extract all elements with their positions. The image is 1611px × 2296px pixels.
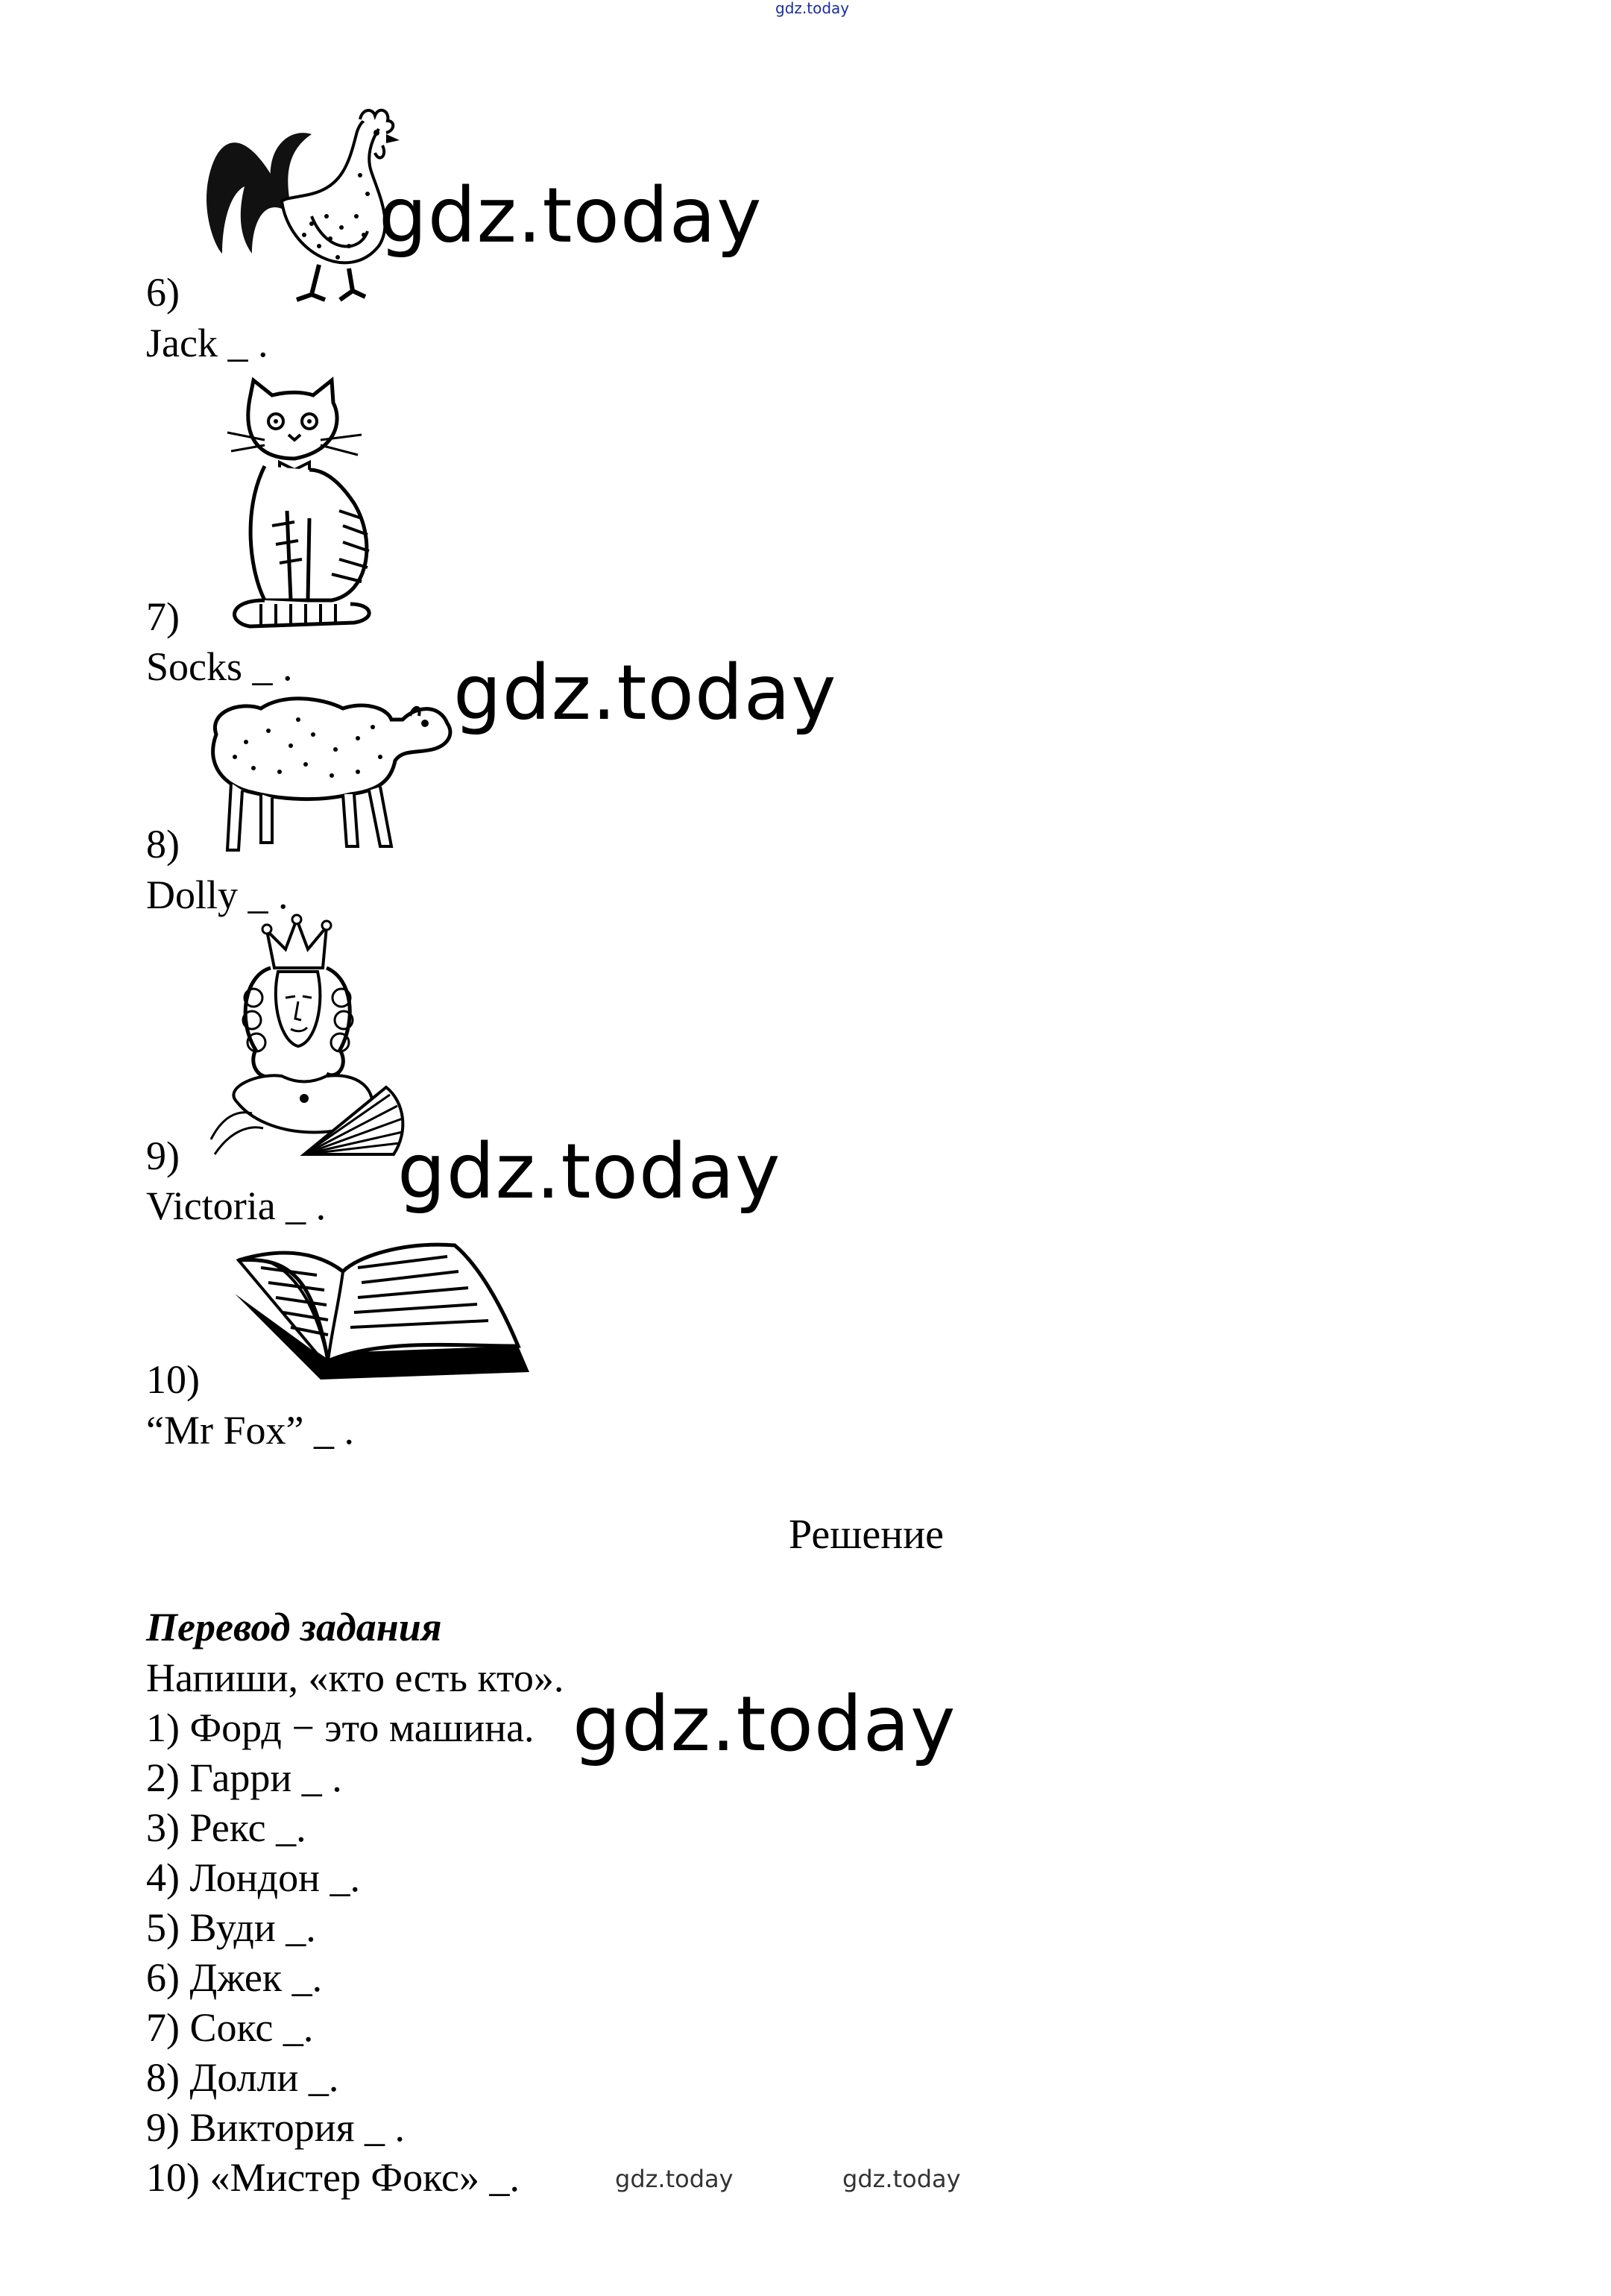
small-watermark: gdz.today [842,2165,961,2193]
sheep-icon [201,690,455,861]
item-label: Victoria _ . [146,1183,327,1228]
item-number: 6) [146,270,180,315]
item-label: Jack _ . [146,321,268,365]
watermark: gdz.today [453,649,837,737]
book-icon [231,1242,537,1391]
top-watermark: gdz.today [775,0,850,17]
translation-line: 1) Форд − это машина. [146,1705,535,1750]
small-watermark: gdz.today [615,2165,734,2193]
item-number: 8) [146,822,180,866]
translation-line: 2) Гарри _ . [146,1755,342,1800]
translation-line: 7) Сокс _. [146,2005,314,2050]
translation-line: 3) Рекс _. [146,1805,306,1850]
translation-line: 5) Вуди _. [146,1905,316,1950]
item-label: “Mr Fox” _ . [146,1408,354,1453]
item-number: 10) [146,1357,200,1402]
translation-heading: Перевод задания [146,1605,442,1649]
translation-instruction: Напиши, «кто есть кто». [146,1655,564,1700]
item-label: Dolly _ . [146,872,289,917]
translation-line: 10) «Мистер Фокс» _. [146,2155,520,2200]
translation-line: 4) Лондон _. [146,1855,361,1900]
watermark: gdz.today [379,172,763,260]
translation-line: 8) Долли _. [146,2055,339,2100]
rooster-icon [200,104,401,306]
item-number: 7) [146,594,180,639]
watermark: gdz.today [573,1680,956,1769]
solution-title: Решение [789,1512,945,1558]
item-label: Socks _ . [146,644,293,689]
item-number: 9) [146,1133,180,1178]
translation-line: 9) Виктория _ . [146,2105,406,2150]
translation-line: 6) Джек _. [146,1955,323,2000]
cat-icon [220,377,399,630]
watermark: gdz.today [397,1127,781,1216]
